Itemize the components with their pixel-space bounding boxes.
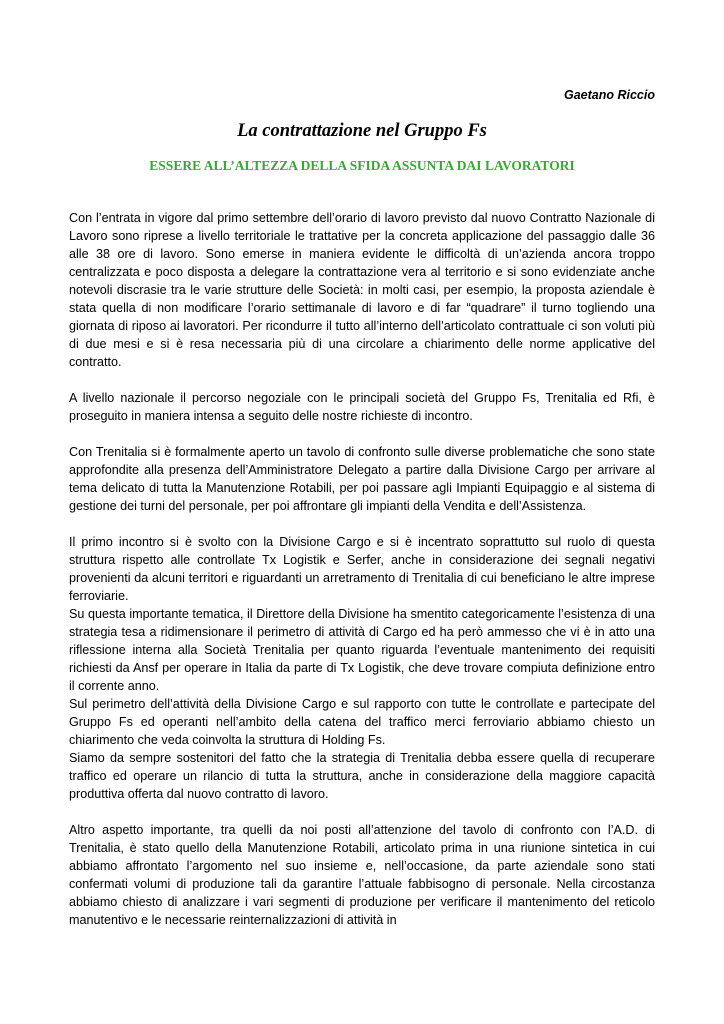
paragraph: A livello nazionale il percorso negoziale con le principali società del Gruppo Fs, Trenitalia ed Rfi, è proseguito in maniera intensa a seguito delle nostre richieste di incontro.	[69, 391, 655, 423]
paragraph: Siamo da sempre sostenitori del fatto che la strategia di Trenitalia debba essere quella di recuperare traffico ed operare un rilancio di tutta la struttura, anche in considerazione della maggiore capacità produttiva offerta dal nuovo contratto di lavoro.	[69, 751, 655, 801]
paragraph: Con l’entrata in vigore dal primo settembre dell’orario di lavoro previsto dal nuovo Contratto Nazionale di Lavoro sono riprese a livello territoriale le trattative per la concreta applicazione del passaggio dalle 36 alle 38 ore di lavoro. Sono emerse in maniera evidente le difficoltà di un’azienda ancora troppo centralizzata e poco disposta a delegare la contrattazione vera al territorio e si sono evidenziate anche notevoli discrasie tra le varie strutture delle Società: in molti casi, per esempio, la proposta aziendale è stata quella di non modificare l’orario settimanale di lavoro e di far “quadrare” il turno togliendo una giornata di riposo ai lavoratori. Per ricondurre il tutto all’interno dell’articolato contrattuale ci son voluti più di due mesi e si è resa necessaria più di una circolare a chiarimento delle norme applicative del contratto.	[69, 211, 655, 369]
paragraph: Il primo incontro si è svolto con la Divisione Cargo e si è incentrato soprattutto sul ruolo di questa struttura rispetto alle controllate Tx Logistik e Serfer, anche in considerazione dei segnali negativi provenienti da alcuni territori e riguardanti un arretramento di Trenitalia di cui beneficiano le altre imprese ferroviarie.	[69, 535, 655, 603]
article-subtitle: ESSERE ALL’ALTEZZA DELLA SFIDA ASSUNTA DAI LAVORATORI	[149, 158, 575, 173]
author-name: Gaetano Riccio	[564, 88, 655, 102]
paragraph: Con Trenitalia si è formalmente aperto un tavolo di confronto sulle diverse problematiche che sono state approfondite alla presenza dell’Amministratore Delegato a partire dalla Divisione Cargo per arrivare al tema delicato di tutta la Manutenzione Rotabili, per poi passare agli Impianti Equipaggio e al sistema di gestione dei turni del personale, per poi affrontare gli impianti della Vendita e dell’Assistenza.	[69, 445, 655, 513]
paragraph: Sul perimetro dell’attività della Divisione Cargo e sul rapporto con tutte le controllate e partecipate del Gruppo Fs ed operanti nell’ambito della catena del traffico merci ferroviario abbiamo chiesto un chiarimento che veda coinvolta la struttura di Holding Fs.	[69, 697, 655, 747]
paragraph: Su questa importante tematica, il Direttore della Divisione ha smentito categoricamente l’esistenza di una strategia tesa a ridimensionare il perimetro di attività di Cargo ed ha però ammesso che vi è in atto una riflessione interna alla Società Trenitalia per quanto riguarda l’eventuale mantenimento dei requisiti richiesti da Ansf per operare in Italia da parte di Tx Logistik, che deve trovare compiuta definizione entro il corrente anno.	[69, 607, 655, 693]
article-title: La contrattazione nel Gruppo Fs	[237, 121, 487, 141]
paragraph: Altro aspetto importante, tra quelli da noi posti all’attenzione del tavolo di confronto con l’A.D. di Trenitalia, è stato quello della Manutenzione Rotabili, articolato prima in una riunione sintetica in cui abbiamo affrontato l’argomento nel suo insieme e, nell’occasione, da parte aziendale sono stati confermati volumi di produzione tali da garantire l’attuale fabbisogno di personale. Nella circostanza abbiamo chiesto di analizzare i vari segmenti di produzione per verificare il mantenimento del reticolo manutentivo e le necessarie reinternalizzazioni di attività in	[69, 823, 655, 927]
article-body	[69, 209, 655, 929]
document-page	[69, 0, 655, 1024]
